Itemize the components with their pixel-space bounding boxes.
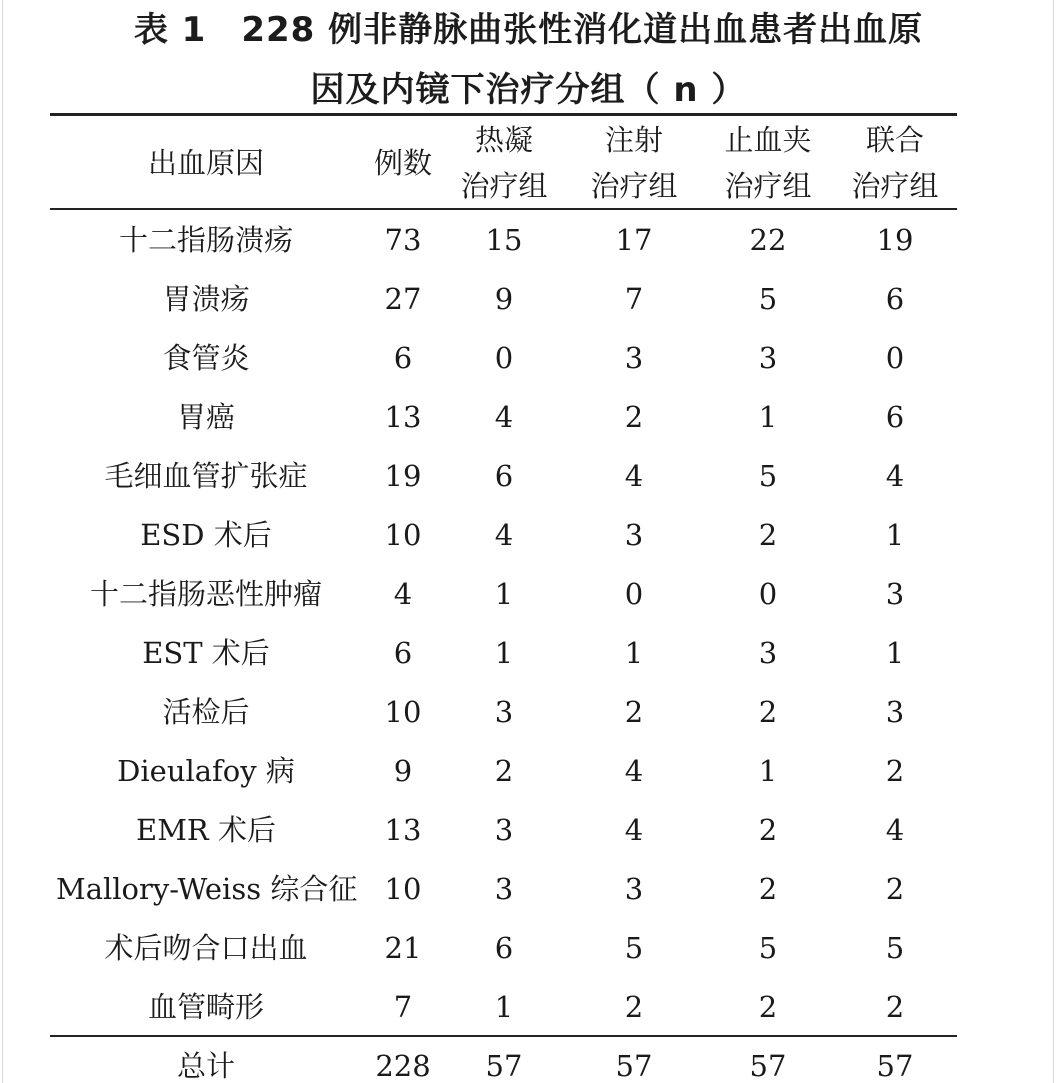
total-count-cell: 228 [375, 1049, 431, 1083]
table-top-rule [50, 113, 957, 116]
count-cell: 13 [384, 400, 422, 434]
clip-cell: 5 [758, 931, 778, 965]
count-cell: 7 [393, 990, 413, 1024]
total-clip-cell: 57 [749, 1049, 787, 1083]
clip-cell: 1 [758, 400, 778, 434]
thermal-cell: 3 [494, 872, 514, 906]
table-bottom-rule [50, 1035, 957, 1037]
count-cell: 10 [384, 695, 422, 729]
combined-cell: 6 [885, 282, 905, 316]
combined-cell: 6 [885, 400, 905, 434]
combined-cell: 3 [885, 577, 905, 611]
count-cell: 27 [384, 282, 422, 316]
combined-cell: 2 [885, 872, 905, 906]
thermal-cell: 6 [494, 459, 514, 493]
cause-cell: EMR 术后 [136, 813, 276, 847]
injection-cell: 3 [624, 341, 644, 375]
total-cause-cell: 总计 [176, 1049, 235, 1083]
count-cell: 6 [393, 636, 413, 670]
table-caption-line-2: 因及内镜下治疗分组（ n ） [310, 70, 747, 110]
clip-cell: 2 [758, 813, 778, 847]
injection-cell: 1 [624, 636, 644, 670]
injection-cell: 2 [624, 695, 644, 729]
clip-cell: 0 [758, 577, 778, 611]
combined-cell: 1 [885, 636, 905, 670]
table-caption-line-1: 表 1 228 例非静脉曲张性消化道出血患者出血原 [133, 10, 924, 50]
combined-cell: 19 [876, 223, 914, 257]
thermal-cell: 15 [485, 223, 523, 257]
injection-cell: 17 [615, 223, 653, 257]
combined-cell: 2 [885, 990, 905, 1024]
thermal-cell: 4 [494, 518, 514, 552]
injection-cell: 3 [624, 518, 644, 552]
cause-cell: 十二指肠恶性肿瘤 [89, 577, 322, 611]
total-combined-cell: 57 [876, 1049, 914, 1083]
count-cell: 6 [393, 341, 413, 375]
injection-cell: 2 [624, 400, 644, 434]
thermal-cell: 3 [494, 813, 514, 847]
header-combined-line-1: 联合 [865, 123, 924, 157]
clip-cell: 3 [758, 636, 778, 670]
clip-cell: 2 [758, 695, 778, 729]
thermal-cell: 2 [494, 754, 514, 788]
thermal-cell: 3 [494, 695, 514, 729]
cause-cell: 毛细血管扩张症 [104, 459, 308, 493]
clip-cell: 3 [758, 341, 778, 375]
header-count: 例数 [373, 146, 432, 180]
cause-cell: Dieulafoy 病 [117, 754, 295, 788]
clip-cell: 5 [758, 282, 778, 316]
header-thermal-line-2: 治疗组 [460, 169, 548, 203]
count-cell: 73 [384, 223, 422, 257]
cause-cell: 食管炎 [162, 341, 250, 375]
total-thermal-cell: 57 [485, 1049, 523, 1083]
injection-cell: 7 [624, 282, 644, 316]
clip-cell: 5 [758, 459, 778, 493]
combined-cell: 1 [885, 518, 905, 552]
count-cell: 21 [384, 931, 422, 965]
thermal-cell: 1 [494, 577, 514, 611]
thermal-cell: 6 [494, 931, 514, 965]
header-clip-line-1: 止血夹 [724, 123, 812, 157]
combined-cell: 5 [885, 931, 905, 965]
thermal-cell: 0 [494, 341, 514, 375]
count-cell: 4 [393, 577, 413, 611]
cause-cell: 活检后 [162, 695, 250, 729]
clip-cell: 2 [758, 990, 778, 1024]
thermal-cell: 4 [494, 400, 514, 434]
clip-cell: 2 [758, 518, 778, 552]
combined-cell: 4 [885, 459, 905, 493]
cause-cell: 血管畸形 [147, 990, 264, 1024]
cause-cell: ESD 术后 [140, 518, 272, 552]
injection-cell: 3 [624, 872, 644, 906]
combined-cell: 4 [885, 813, 905, 847]
header-combined-line-2: 治疗组 [851, 169, 939, 203]
cause-cell: 术后吻合口出血 [104, 931, 308, 965]
combined-cell: 3 [885, 695, 905, 729]
total-injection-cell: 57 [615, 1049, 653, 1083]
injection-cell: 5 [624, 931, 644, 965]
thermal-cell: 1 [494, 990, 514, 1024]
cause-cell: 胃癌 [176, 400, 235, 434]
header-cause: 出血原因 [147, 146, 264, 180]
injection-cell: 4 [624, 754, 644, 788]
count-cell: 10 [384, 518, 422, 552]
count-cell: 13 [384, 813, 422, 847]
thermal-cell: 1 [494, 636, 514, 670]
cause-cell: Mallory-Weiss 综合征 [56, 872, 358, 906]
header-thermal-line-1: 热凝 [474, 123, 533, 157]
count-cell: 9 [393, 754, 413, 788]
header-injection-line-2: 治疗组 [590, 169, 678, 203]
combined-cell: 0 [885, 341, 905, 375]
header-clip-line-2: 治疗组 [724, 169, 812, 203]
injection-cell: 4 [624, 813, 644, 847]
count-cell: 19 [384, 459, 422, 493]
injection-cell: 2 [624, 990, 644, 1024]
cause-cell: EST 术后 [142, 636, 270, 670]
injection-cell: 0 [624, 577, 644, 611]
cause-cell: 胃溃疡 [162, 282, 250, 316]
cause-cell: 十二指肠溃疡 [118, 223, 293, 257]
count-cell: 10 [384, 872, 422, 906]
clip-cell: 1 [758, 754, 778, 788]
thermal-cell: 9 [494, 282, 514, 316]
clip-cell: 2 [758, 872, 778, 906]
combined-cell: 2 [885, 754, 905, 788]
injection-cell: 4 [624, 459, 644, 493]
clip-cell: 22 [749, 223, 787, 257]
header-injection-line-1: 注射 [604, 123, 663, 157]
